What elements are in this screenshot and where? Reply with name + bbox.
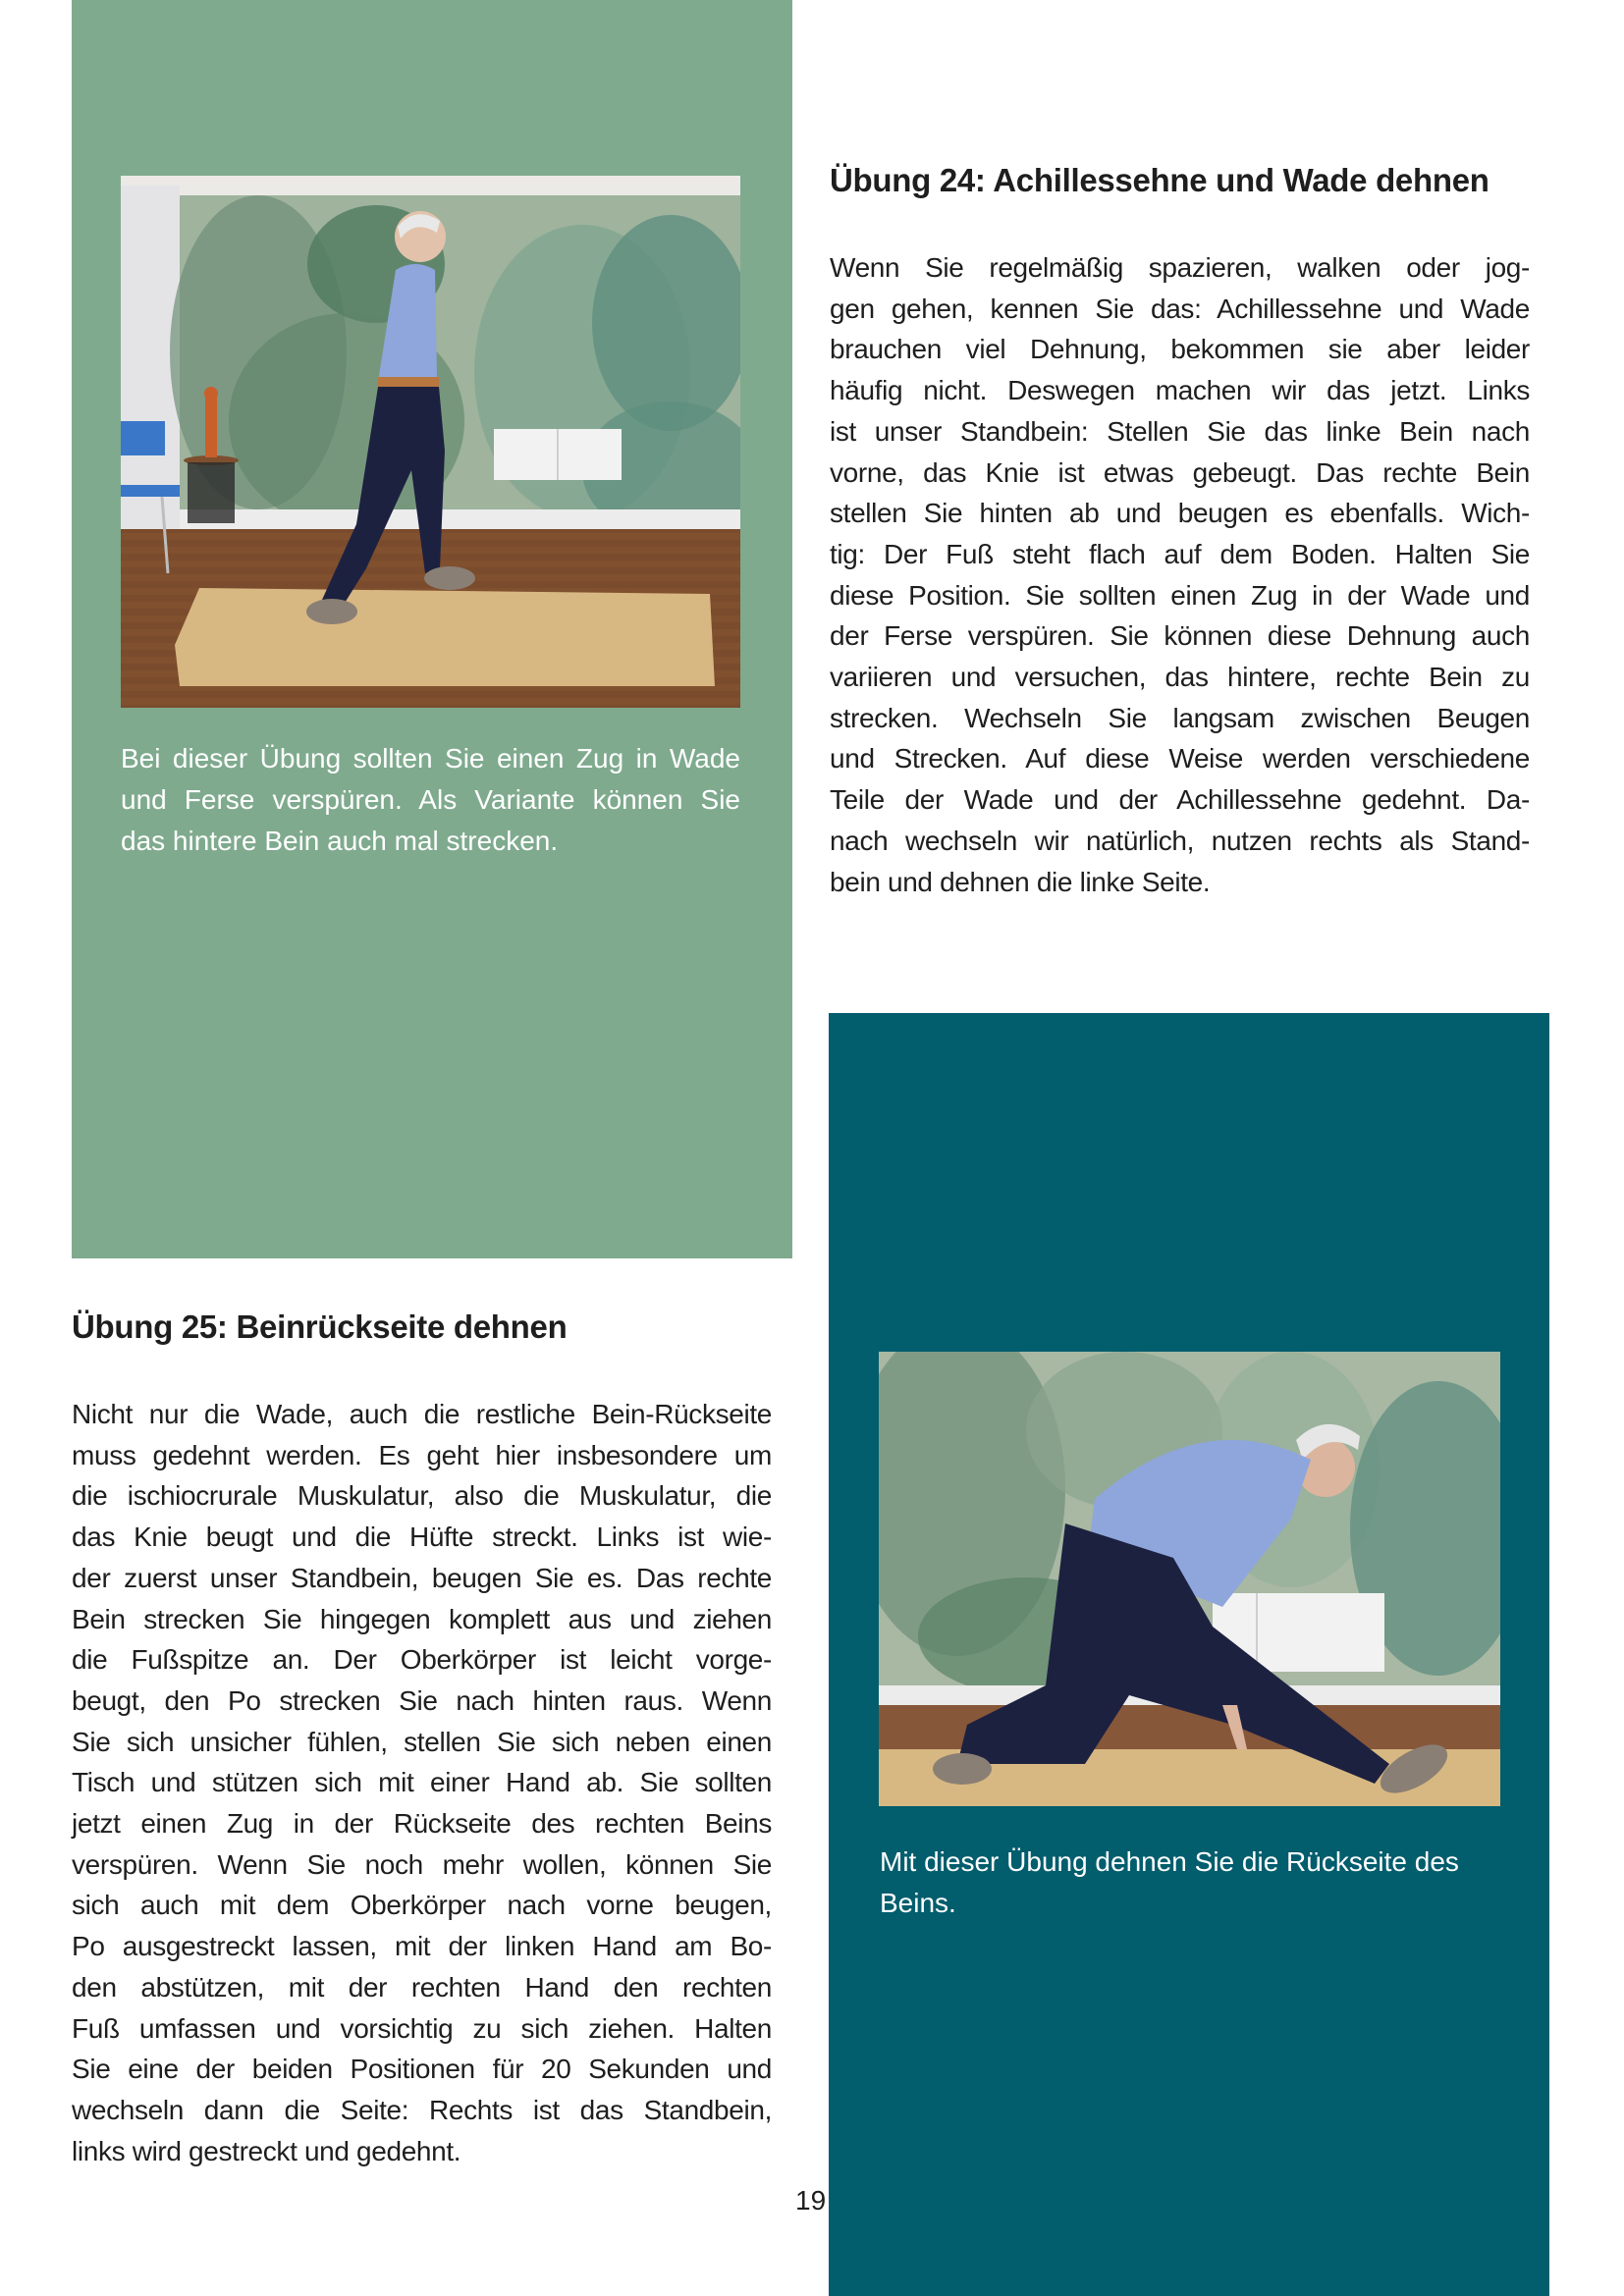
body-line: häufig nicht. Deswegen machen wir das jetzt. Links [830,375,1530,406]
body-line: den abstützen, mit der rechten Hand den rechten [72,1971,772,2002]
photo-caption-exercise-24 [121,738,740,862]
body-line: Wenn Sie regelmäßig spazieren, walken oder jog- [830,252,1530,283]
body-line: Bein strecken Sie hingegen komplett aus und ziehen [72,1603,772,1634]
body-line: die ischiocrurale Muskulatur, also die Muskulatur, die [72,1480,772,1512]
body-line: beugt, den Po strecken Sie nach hinten raus. Wenn [72,1684,772,1716]
body-line: bein und dehnen die linke Seite. [830,866,1211,897]
body-line: die Fußspitze an. Der Oberkörper ist leicht vorge- [72,1644,772,1676]
body-line: diese Position. Sie sollten einen Zug in der Wade und [830,579,1530,611]
body-line: Teile der Wade und der Achillessehne gedehnt. Da- [830,784,1530,816]
body-line: Sie eine der beiden Positionen für 20 Sekunden und [72,2054,772,2085]
body-line: links wird gestreckt und gedehnt. [72,2135,461,2166]
exercise-25-body [72,1394,772,2171]
photo-caption-exercise-25: Mit dieser Übung dehnen Sie die Rückseite des Beins. [880,1846,1459,1918]
body-line: jetzt einen Zug in der Rückseite des rechten Beins [72,1808,772,1840]
body-line: gen gehen, kennen Sie das: Achillessehne und Wade [830,293,1530,324]
body-line: strecken. Wechseln Sie langsam zwischen Beugen [830,702,1530,733]
body-line: sich auch mit dem Oberkörper nach vorne beugen, [72,1890,772,1921]
body-line: Nicht nur die Wade, auch die restliche Bein-Rückseite [72,1399,772,1429]
body-line: variieren und versuchen, das hintere, rechte Bein zu [830,662,1530,693]
hamstring-stretch-photo [879,1352,1500,1806]
exercise-25-title: Übung 25: Beinrückseite dehnen [72,1308,568,1345]
caption-line: und Ferse verspüren. Als Variante können Sie [121,784,740,815]
body-line: ist unser Standbein: Stellen Sie das linke Bein nach [830,415,1530,447]
standing-lunge-photo [121,176,740,708]
body-line: und Strecken. Auf diese Weise werden verschiedene [830,743,1530,774]
body-line: das Knie beugt und die Hüfte streckt. Links ist wie- [72,1522,772,1553]
exercise-24-title: Übung 24: Achillessehne und Wade dehnen [830,162,1489,198]
body-line: Fuß umfassen und vorsichtig zu sich ziehen. Halten [72,2012,772,2044]
body-line: stellen Sie hinten ab und beugen es ebenfalls. Wich- [830,498,1530,529]
body-line: Po ausgestreckt lassen, mit der linken Hand am Bo- [72,1931,772,1962]
body-line: tig: Der Fuß steht flach auf dem Boden. Halten Sie [830,538,1530,569]
page-number: 19 [795,2185,827,2216]
body-line: nach wechseln wir natürlich, nutzen rechts als Stand- [830,825,1530,856]
body-line: der zuerst unser Standbein, beugen Sie es. Das rechte [72,1562,772,1593]
body-line: muss gedehnt werden. Es geht hier insbesondere um [72,1439,772,1470]
body-line: Sie sich unsicher fühlen, stellen Sie sich neben einen [72,1726,772,1757]
exercise-24-body [830,247,1530,902]
body-line: wechseln dann die Seite: Rechts ist das Standbein, [72,2094,772,2125]
body-line: Tisch und stützen sich mit einer Hand ab. Sie sollten [72,1767,772,1798]
body-line: verspüren. Wenn Sie noch mehr wollen, können Sie [72,1848,772,1880]
body-line: brauchen viel Dehnung, bekommen sie aber leider [830,334,1530,365]
caption-line: Bei dieser Übung sollten Sie einen Zug in Wade [121,743,740,774]
body-line: der Ferse verspüren. Sie können diese Dehnung auch [830,620,1530,652]
caption-line: das hintere Bein auch mal strecken. [121,826,559,856]
body-line: vorne, das Knie ist etwas gebeugt. Das rechte Bein [830,456,1530,488]
